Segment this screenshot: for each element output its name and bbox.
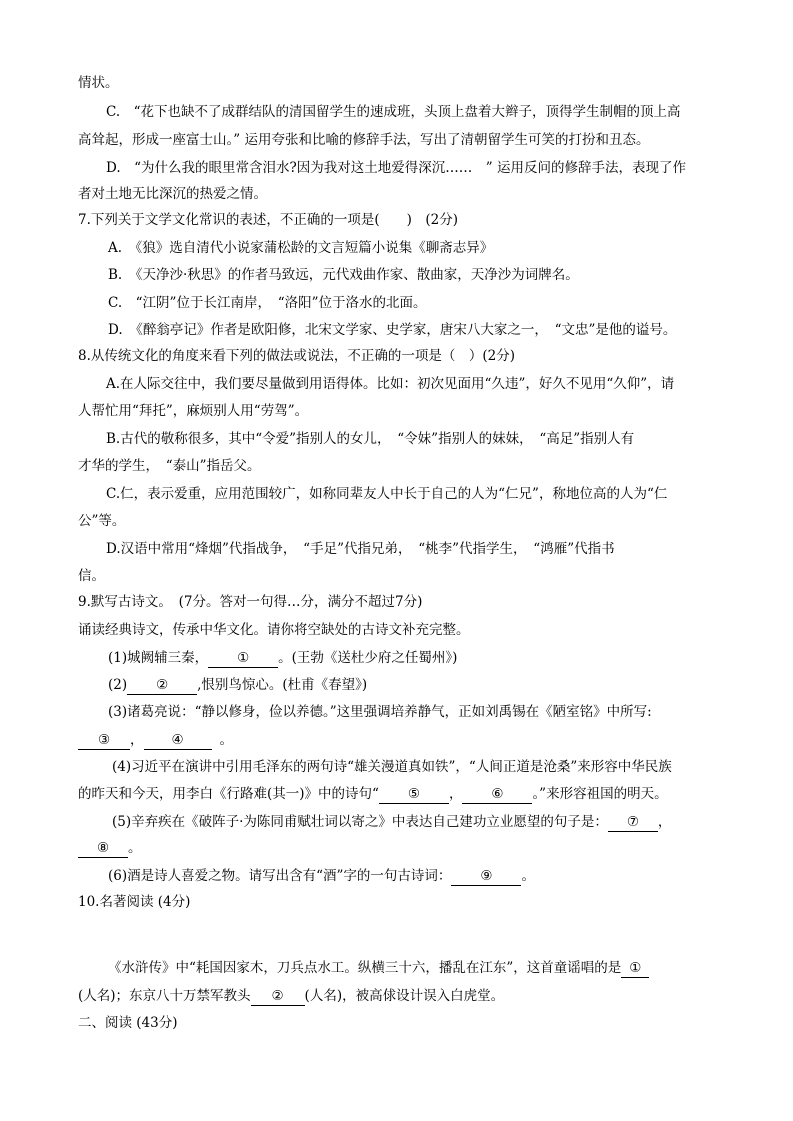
q9-item-4-text: 的昨天和今天，用李白《行路难(其一)》中的诗句“ (78, 786, 379, 802)
answer-blank-2[interactable]: ② (127, 676, 197, 695)
q9-item-3-sep: ， (130, 732, 144, 748)
q6-option-d-line2: 者对土地无比深沉的热爱之情。 (78, 186, 267, 202)
q10-line2 (78, 986, 504, 1006)
q8-option-b-line1: B.古代的敬称很多，其中“令爱”指别人的女儿， “令妹”指别人的妹妹， “高足”指别人有 (106, 431, 635, 447)
q10-answer-blank-1[interactable]: ① (621, 959, 649, 978)
q9-item-1-source: 。(王勃《送杜少府之任蜀州》) (278, 650, 458, 666)
q9-item-1 (108, 648, 457, 668)
q9-item-2-label: (2) (108, 677, 128, 693)
q9-item-2-text: ,恨别鸟惊心。(杜甫《春望》) (197, 677, 368, 693)
answer-blank-8[interactable]: ⑧ (78, 839, 128, 858)
q9-item-5-end: 。 (128, 840, 142, 856)
q9-item-3-line1: (3)诸葛亮说：“静以修身，俭以养德。”这里强调培养静气，正如刘禹锡在《陋室铭》中所写: (108, 704, 652, 720)
answer-blank-6[interactable]: ⑥ (462, 785, 532, 804)
answer-blank-7[interactable]: ⑦ (608, 813, 658, 832)
q6-option-c-line2: 高耸起，形成一座富士山。” 运用夸张和比喻的修辞手法，写出了清朝留学生可笑的打扮和丑态。 (78, 132, 650, 148)
q9-item-4-line2 (78, 784, 668, 804)
answer-blank-5[interactable]: ⑤ (379, 785, 449, 804)
q7-option-d: D. 《醉翁亭记》作者是欧阳修，北宋文学家、史学家，唐宋八大家之一， “文忠”是他的谥号。 (108, 322, 677, 338)
q9-item-5-line2 (78, 838, 142, 858)
q9-item-5-comma: ， (657, 814, 672, 830)
q10-stem: 10.名著阅读 (4分) (78, 894, 191, 910)
q9-stem: 9.默写古诗文。 (7分。答对一句得…分，满分不超过7分) (78, 594, 423, 610)
answer-blank-3[interactable]: ③ (78, 731, 130, 750)
q10-line2-text: (人名)；东京八十万禁军教头 (78, 988, 251, 1004)
q9-item-4-comma: ， (448, 786, 463, 802)
q7-option-a: A. 《狼》选自清代小说家蒲松龄的文言短篇小说集《聊斋志异》 (108, 240, 494, 256)
answer-blank-4[interactable]: ④ (144, 731, 212, 750)
q7-stem: 7.下列关于文学文化常识的表述，不正确的一项是( ) (2分) (78, 212, 459, 228)
q9-item-1-text: (1)城阙辅三秦， (108, 650, 209, 666)
q9-item-3-line2 (78, 730, 233, 750)
section-2-heading: 二、阅读 (43分) (78, 1015, 178, 1031)
q10-answer-blank-2[interactable]: ② (251, 987, 305, 1006)
q9-item-6-end: 。 (521, 868, 535, 884)
q7-option-b: B. 《天净沙·秋思》的作者马致远，元代戏曲作家、散曲家，天净沙为词牌名。 (108, 267, 579, 283)
q10-line1 (108, 958, 649, 978)
q7-option-c: C. “江阴”位于长江南岸， “洛阳”位于洛水的北面。 (108, 295, 427, 311)
q8-option-c-line2: 公”等。 (78, 513, 126, 529)
q8-option-d-line2: 信。 (78, 568, 105, 584)
q10-line1-text: 《水浒传》中“耗国因家木，刀兵点水工。纵横三十六，播乱在江东”，这首童谣唱的是 (108, 960, 622, 976)
q6-option-c-line1: C. “花下也缺不了成群结队的清国留学生的速成班，头顶上盘着大辫子，顶得学生制帽的顶上高 (106, 104, 681, 120)
q8-option-b-line2: 才华的学生， “泰山”指岳父。 (78, 458, 261, 474)
q8-option-a-line2: 人帮忙用“拜托”，麻烦别人用“劳驾”。 (78, 403, 309, 419)
q9-item-4-line1: (4)习近平在演讲中引用毛泽东的两句诗“雄关漫道真如铁”，“人间正道是沧桑”来形容中华民族 (112, 759, 672, 775)
q9-item-6-text: (6)酒是诗人喜爱之物。请写出含有“酒”字的一句古诗词： (108, 868, 452, 884)
q10-line2-end: (人名)，被高俅设计误入白虎堂。 (304, 988, 505, 1004)
q9-item-2 (108, 675, 367, 695)
q9-item-5-text: (5)辛弃疾在《破阵子·为陈同甫赋壮词以寄之》中表达自己建功立业愿望的句子是： (112, 814, 608, 830)
q9-item-5-line1 (112, 812, 671, 832)
q9-item-4-end: 。”来形容祖国的明天。 (532, 786, 668, 802)
q8-stem: 8.从传统文化的角度来看下列的做法或说法，不正确的一项是（ ）(2分) (78, 348, 516, 364)
q9-item-6 (108, 866, 535, 886)
q9-intro: 诵读经典诗文，传承中华文化。请你将空缺处的古诗文补充完整。 (78, 622, 470, 638)
q8-option-a-line1: A.在人际交往中，我们要尽量做到用语得体。比如：初次见面用“久违”，好久不见用“久仰”，请 (106, 376, 675, 392)
q8-option-c-line1: C.仁，表示爱重，应用范围较广，如称同辈友人中长于自己的人为“仁兄”，称地位高的人为“仁 (106, 486, 668, 502)
q6-option-d-line1: D. “为什么我的眼里常含泪水?因为我对这土地爱得深沉…… ” 运用反问的修辞手法，表现了作 (106, 160, 686, 176)
q6-tail: 情状。 (78, 75, 119, 91)
q9-item-3-end: 。 (219, 732, 233, 748)
answer-blank-1[interactable]: ① (208, 649, 278, 668)
answer-blank-9[interactable]: ⑨ (451, 867, 521, 886)
q8-option-d-line1: D.汉语中常用“烽烟”代指战争， “手足”代指兄弟， “桃李”代指学生， “鸿雁”代指书 (106, 541, 615, 557)
